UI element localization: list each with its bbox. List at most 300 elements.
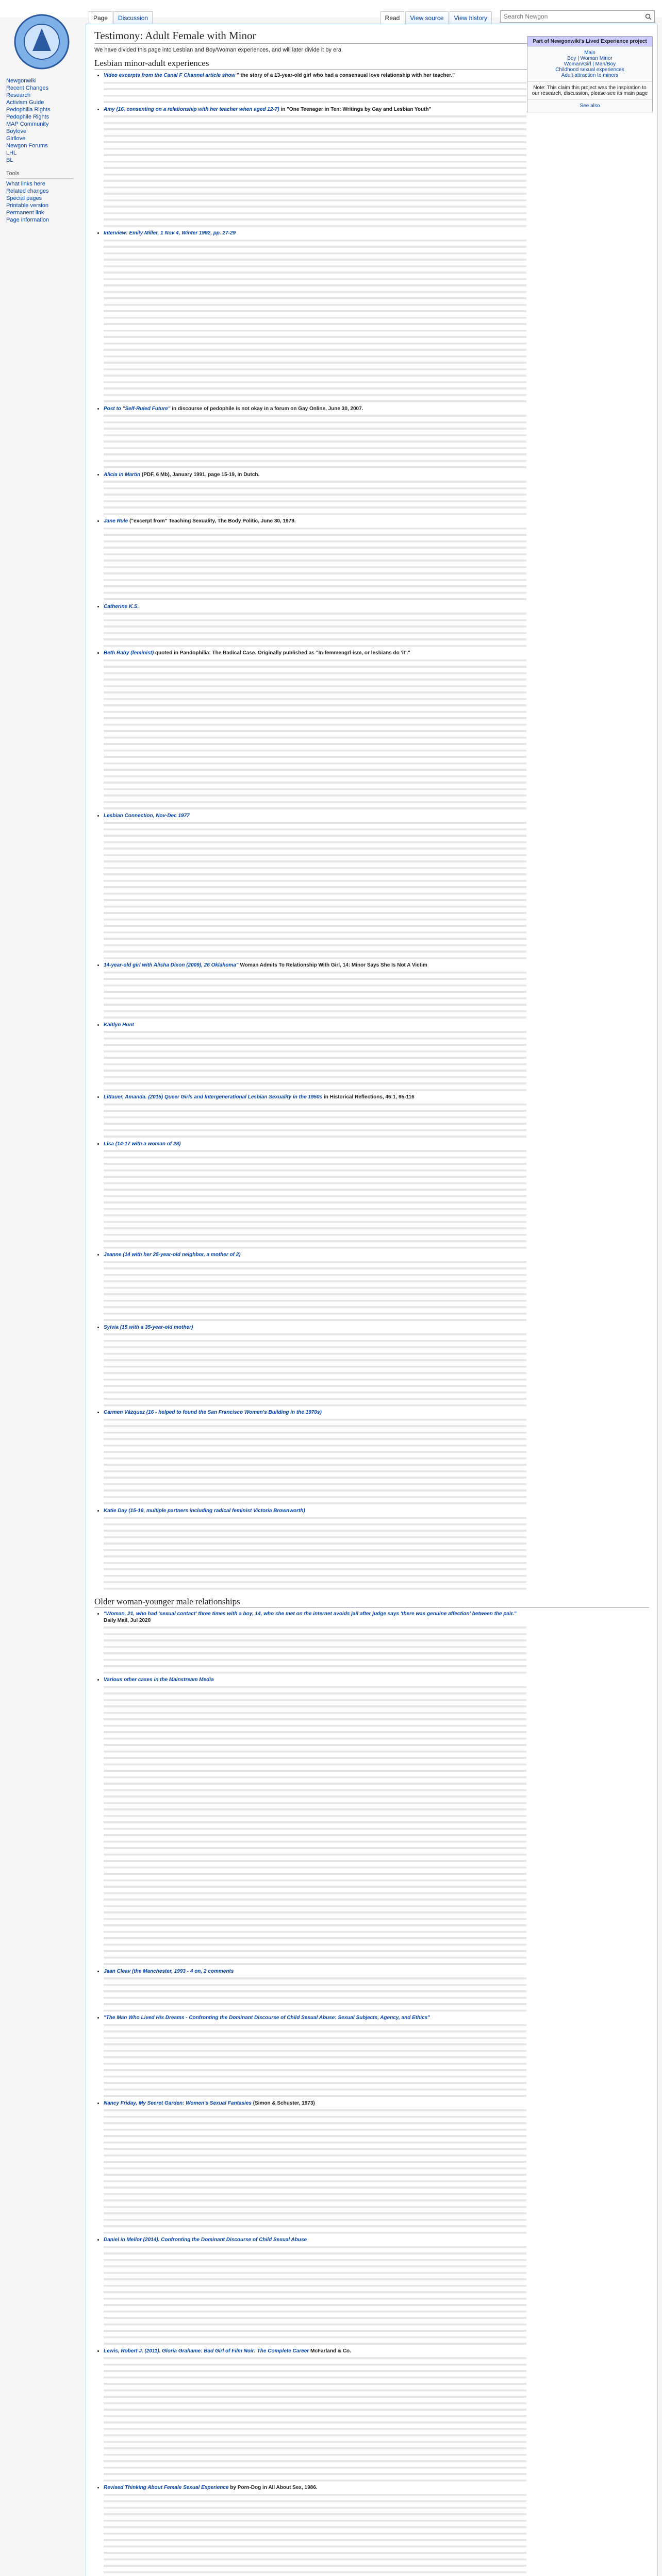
entry-body-text-line — [104, 1120, 526, 1127]
entry-title-link[interactable]: Interview: Emily Miller, 1 Nov 4, Winter 1992, pp. 27-29 — [104, 230, 236, 236]
tab-view-source[interactable]: View source — [405, 11, 448, 24]
entry-title-link[interactable]: "Woman, 21, who had 'sexual contact' three times with a boy, 14, who she met on the internet avoids jail after judge says 'there was genuine affection' between the pair." — [104, 1611, 517, 1617]
entry-body-text-line — [104, 845, 526, 852]
entry-body-text-line — [104, 544, 526, 551]
entry-body-text-line — [104, 1566, 526, 1572]
entry-title-link[interactable]: Lewis, Robert J. (2011). Gloria Grahame: Bad Girl of Film Noir: The Complete Career — [104, 2348, 309, 2354]
entry-body-text-line — [104, 740, 526, 747]
entry-body-text-line — [104, 929, 526, 936]
entry-body-text-line — [104, 250, 526, 257]
sidebar-tool-link[interactable]: Special pages — [6, 195, 42, 201]
entry-body-text-line — [104, 1487, 526, 1494]
entry-body-text-line — [104, 2413, 526, 2419]
main-content — [86, 24, 658, 2576]
entry-title-link[interactable]: Katie Day (15-16, multiple partners including radical feminist Victoria Brownworth) — [104, 1507, 305, 1514]
entry-body-text-line — [104, 2041, 526, 2047]
entry-body-text-line — [104, 98, 526, 105]
entry-body-text-line — [104, 425, 526, 432]
entry-title-link[interactable]: Beth Raby (feminist) — [104, 650, 154, 656]
entry-body-text-line — [104, 2250, 526, 2257]
entry-body-text-line — [104, 871, 526, 877]
entry-body-text-line — [104, 1960, 526, 1967]
entry-body-text-line — [104, 2210, 526, 2216]
entry-body-text-line — [104, 86, 526, 92]
entry-body-text-line — [104, 577, 526, 583]
entry-body-text-line — [104, 670, 526, 676]
entry-body-text-line — [104, 1832, 526, 1838]
search-input[interactable] — [501, 11, 642, 22]
entry-item — [104, 406, 526, 470]
entry-body-text-line — [104, 779, 526, 786]
entry-description: in discourse of pedophile is not okay in a forum on Gay Online, June 30, 2007. — [170, 405, 363, 412]
entry-body-text-line — [104, 663, 526, 670]
entry-body-text-line — [104, 2054, 526, 2060]
page-title: Testimony: Adult Female with Minor — [94, 29, 649, 44]
entry-body-text-line — [104, 657, 526, 664]
entry-body-text-line — [104, 1553, 526, 1560]
sidebar-tools-title: Tools — [6, 170, 73, 179]
entry-body-text-line — [104, 485, 526, 492]
entry-body-text-line — [104, 498, 526, 504]
entry-body-text-line — [104, 596, 526, 602]
entry-body-text-line — [104, 1435, 526, 1442]
entry-body-text-line — [104, 2517, 526, 2524]
entry-body-text-line — [104, 1369, 526, 1376]
entry-body-text-line — [104, 1416, 526, 1423]
entry-body-text-line — [104, 203, 526, 210]
site-logo[interactable] — [3, 3, 80, 80]
entry-body-text-line — [104, 1382, 526, 1389]
entry-title-link[interactable]: "The Man Who Lived His Dreams - Confronting the Dominant Discourse of Child Sexual Abuse: Sexual Subjects, Agency, and Ethics" — [104, 2015, 430, 2021]
entry-body-text-line — [104, 1494, 526, 1500]
search-icon[interactable] — [642, 11, 654, 22]
newgon-logo-icon — [6, 6, 78, 78]
entry-title-link[interactable]: Carmen Vázquez (16 - helped to found the San Francisco Women's Building in the 1970s) — [104, 1410, 322, 1415]
sidebar-link[interactable]: LHL — [6, 150, 17, 156]
entry-body-text-line — [104, 2001, 526, 2007]
entry-body-text-line — [104, 1547, 526, 1553]
entry-body-text-line — [104, 92, 526, 99]
entry-item — [104, 604, 526, 649]
entry-body-text-line — [104, 1767, 526, 1774]
entry-body-text-line — [104, 1244, 526, 1251]
infobox-note: Note: This claim this project was the inspiration to our research, discussion, please see its main page — [527, 81, 652, 99]
entry-item — [104, 518, 526, 602]
entry-body-text-line — [104, 1684, 526, 1690]
entry-body-text-line — [104, 1180, 526, 1187]
entry-body-text-line — [104, 276, 526, 282]
entry-body-text-line — [104, 2047, 526, 2054]
entry-item — [104, 1969, 526, 2014]
tab-view-history[interactable]: View history — [450, 11, 492, 24]
entry-body-text-line — [104, 1890, 526, 1896]
entry-body-text-line — [104, 145, 526, 152]
entry-body-text-line — [104, 1395, 526, 1402]
entry-body-text-line — [104, 1579, 526, 1585]
sidebar-tool-link[interactable]: Page information — [6, 217, 49, 223]
entry-body-text-line — [104, 2229, 526, 2236]
entry-body-text-line — [104, 2380, 526, 2387]
entry-body-text-line — [104, 2295, 526, 2302]
entry-body-text-line — [104, 2139, 526, 2146]
entry-body-text-line — [104, 392, 526, 398]
entry-body-text-line — [104, 2426, 526, 2432]
entry-body-text-line — [104, 2470, 526, 2477]
entry-body-text-line — [104, 445, 526, 451]
entry-body-text-line — [104, 295, 526, 301]
sidebar-link[interactable]: Research — [6, 92, 31, 98]
entry-body-text-line — [104, 1087, 526, 1093]
entry-body-text-line — [104, 2477, 526, 2484]
entry-body-text-line — [104, 438, 526, 445]
entry-body-text-line — [104, 359, 526, 366]
entry-body-text-line — [104, 2334, 526, 2341]
entry-body-text-line — [104, 478, 526, 485]
entry-title-link[interactable]: Alicia in Martin — [104, 471, 141, 478]
entry-body-text-line — [104, 1218, 526, 1225]
entry-body-text-line — [104, 610, 526, 617]
entry-title-link[interactable]: Lesbian Connection, Nov-Dec 1977 — [104, 812, 190, 819]
entry-title-link[interactable]: Jeanne (14 with her 25-year-old neighbor, a mother of 2) — [104, 1252, 241, 1258]
entry-body-text-line — [104, 2464, 526, 2471]
entry-description: by Porn-Dog in All About Sex, 1986. — [228, 2485, 318, 2490]
entry-body-text-line — [104, 551, 526, 557]
sidebar-tool-link[interactable]: Related changes — [6, 188, 49, 194]
entry-item — [104, 230, 526, 404]
entry-body-text-line — [104, 708, 526, 715]
sidebar-link[interactable]: Pedophilia Rights — [6, 107, 51, 113]
entry-body-text-line — [104, 1560, 526, 1566]
entry-body-text-line — [104, 132, 526, 139]
entry-body-text-line — [104, 689, 526, 696]
entry-body-text-line — [104, 1206, 526, 1212]
entry-body-text-line — [104, 2354, 526, 2361]
entry-title-link[interactable]: Lisa (14-17 with a woman of 28) — [104, 1141, 181, 1147]
entry-item — [104, 2348, 526, 2484]
entry-body-text-line — [104, 1199, 526, 1206]
entry-body-text-line — [104, 2035, 526, 2041]
entry-body-text-line — [104, 1851, 526, 1858]
entry-body-text-line — [104, 1193, 526, 1199]
entry-body-text-line — [104, 2504, 526, 2511]
section-heading-lesbian: Lesbian minor-adult experiences — [94, 58, 649, 70]
entry-description: McFarland & Co. — [309, 2348, 351, 2354]
entry-title-link[interactable]: Littauer, Amanda. (2015) Queer Girls and Intergenerational Lesbian Sexuality in the 1950s — [104, 1094, 323, 1100]
entry-body-text-line — [104, 2073, 526, 2080]
entry-description: quoted in Pandophilia: The Radical Case. Originally published as "In-femmengrl-ism, or lesbians do 'it'." — [154, 650, 410, 656]
entry-body-text-line — [104, 2007, 526, 2014]
entry-body-text-line — [104, 2028, 526, 2035]
entry-body-text-line — [104, 1877, 526, 1884]
entry-title-link[interactable]: Jaan Cleav (the Manchester, 1993 - 4 on, 2 comments — [104, 1968, 234, 1974]
entry-body-text-line — [104, 2204, 526, 2210]
entry-body-text-line — [104, 379, 526, 385]
infobox-link[interactable]: Main — [584, 50, 595, 56]
entry-body-text-line — [104, 511, 526, 517]
entry-body-text-line — [104, 1147, 526, 1154]
entry-body-text-line — [104, 1819, 526, 1825]
sidebar-tool-link[interactable]: Printable version — [6, 202, 48, 209]
entry-body-text-line — [104, 2340, 526, 2347]
entry-body-text-line — [104, 1690, 526, 1697]
entry-body-text-line — [104, 2419, 526, 2426]
entry-body-text-line — [104, 1500, 526, 1506]
entry-body-text-line — [104, 2314, 526, 2321]
entry-body-text-line — [104, 1442, 526, 1449]
entry-body-text-line — [104, 2197, 526, 2204]
entry-body-text-line — [104, 1514, 526, 1521]
entry-body-text-line — [104, 1080, 526, 1087]
entry-body-text-line — [104, 2263, 526, 2269]
entry-body-text-line — [104, 1422, 526, 1429]
entry-body-text-line — [104, 2451, 526, 2458]
entry-title-link[interactable]: Catherine K.S. — [104, 603, 139, 609]
entry-body-text-line — [104, 1857, 526, 1864]
infobox-see-also-link[interactable]: See also — [580, 103, 600, 109]
entry-body-text-line — [104, 372, 526, 379]
entry-body-text-line — [104, 1656, 526, 1663]
entry-body-text-line — [104, 884, 526, 890]
entry-body-text-line — [104, 151, 526, 158]
entry-body-text-line — [104, 1928, 526, 1935]
entry-body-text-line — [104, 2321, 526, 2328]
entry-description: " the story of a 13-year-old girl who had a consensual love relationship with her teacher." — [235, 73, 455, 78]
entry-body-text-line — [104, 340, 526, 347]
entry-body-text-line — [104, 1994, 526, 2001]
lesbian-entries-list — [104, 73, 526, 1591]
entry-body-text-line — [104, 2432, 526, 2438]
entry-body-text-line — [104, 1669, 526, 1676]
infobox-link[interactable]: Adult attraction to minors — [561, 73, 619, 78]
entry-body-text-line — [104, 1534, 526, 1540]
entry-body-text-line — [104, 190, 526, 197]
entry-body-text-line — [104, 113, 526, 120]
entry-body-text-line — [104, 642, 526, 649]
entry-body-text-line — [104, 2367, 526, 2374]
entry-title-link[interactable]: 14-year-old girl with Alisha Dixon (2009), 26 Oklahoma" — [104, 962, 239, 968]
sidebar-link[interactable]: BL — [6, 157, 13, 163]
entry-body-text-line — [104, 975, 526, 982]
entry-body-text-line — [104, 2498, 526, 2504]
entry-title-link[interactable]: Kaitlyn Hunt — [104, 1022, 134, 1028]
entry-body-text-line — [104, 1988, 526, 1994]
entry-body-text-line — [104, 1870, 526, 1877]
entry-body-text-line — [104, 858, 526, 865]
entry-body-text-line — [104, 734, 526, 741]
entry-description: Daily Mail, Jul 2020 — [104, 1617, 151, 1623]
entry-body-text-line — [104, 1975, 526, 1981]
entry-body-text-line — [104, 2536, 526, 2543]
entry-body-text-line — [104, 1001, 526, 1008]
entry-body-text-line — [104, 1643, 526, 1650]
entry-description: in "One Teenager in Ten: Writings by Gay and Lesbian Youth" — [279, 106, 432, 112]
entry-title-link[interactable]: Post to "Self-Ruled Future" — [104, 405, 171, 412]
entry-body-text-line — [104, 909, 526, 916]
entry-body-text-line — [104, 1133, 526, 1140]
entry-body-text-line — [104, 1173, 526, 1180]
entry-body-text-line — [104, 177, 526, 184]
entry-body-text-line — [104, 282, 526, 289]
entry-title-link[interactable]: Sylvia (15 with a 35-year-old mother) — [104, 1324, 193, 1330]
sidebar-link[interactable]: Recent Changes — [6, 85, 48, 91]
entry-body-text-line — [104, 2393, 526, 2400]
infobox-link[interactable]: Childhood sexual experiences — [555, 67, 624, 73]
entry-body-text-line — [104, 1074, 526, 1080]
entry-body-text-line — [104, 727, 526, 734]
entry-body-text-line — [104, 1774, 526, 1781]
entry-body-text-line — [104, 1455, 526, 1462]
entry-body-text-line — [104, 2165, 526, 2172]
entry-body-text-line — [104, 2556, 526, 2563]
sidebar-link[interactable]: Boylove — [6, 128, 27, 134]
entry-item — [104, 813, 526, 961]
infobox-link[interactable]: Woman/Girl | Man/Boy — [564, 61, 616, 67]
entry-item — [104, 1141, 526, 1251]
entry-body-text-line — [104, 2276, 526, 2282]
entry-body-text-line — [104, 2282, 526, 2289]
entry-body-text-line — [104, 1572, 526, 1579]
entry-body-text-line — [104, 1344, 526, 1350]
entry-body-text-line — [104, 826, 526, 833]
entry-body-text-line — [104, 1844, 526, 1851]
entry-body-text-line — [104, 2086, 526, 2093]
entry-body-text-line — [104, 877, 526, 884]
entry-body-text-line — [104, 865, 526, 871]
entry-body-text-line — [104, 2107, 526, 2113]
entry-body-text-line — [104, 353, 526, 360]
entry-body-text-line — [104, 2092, 526, 2099]
entry-body-text-line — [104, 852, 526, 858]
entry-body-text-line — [104, 139, 526, 145]
entry-title-link[interactable]: Jane Rule — [104, 518, 128, 524]
sidebar-link[interactable]: Newgon Forums — [6, 143, 48, 149]
entry-item — [104, 2237, 526, 2347]
entry-body-text-line — [104, 327, 526, 334]
entry-body-text-line — [104, 2184, 526, 2191]
entry-body-text-line — [104, 1741, 526, 1748]
entry-body-text-line — [104, 2113, 526, 2120]
entry-body-text-line — [104, 922, 526, 929]
entry-body-text-line — [104, 2216, 526, 2223]
entry-body-text-line — [104, 256, 526, 263]
entry-title-link[interactable]: Daniel in Mellor (2014). Confronting the Dominant Discourse of Child Sexual Abuse — [104, 2237, 307, 2243]
entry-body-text-line — [104, 1028, 526, 1035]
entry-body-text-line — [104, 1167, 526, 1174]
entry-body-text-line — [104, 2022, 526, 2028]
entry-body-text-line — [104, 366, 526, 372]
entry-item — [104, 1611, 526, 1675]
entry-body-text-line — [104, 1481, 526, 1487]
entry-body-text-line — [104, 1331, 526, 1337]
entry-body-text-line — [104, 2223, 526, 2229]
entry-body-text-line — [104, 1061, 526, 1067]
entry-body-text-line — [104, 2543, 526, 2550]
entry-body-text-line — [104, 1389, 526, 1396]
entry-body-text-line — [104, 1787, 526, 1793]
entry-body-text-line — [104, 398, 526, 404]
entry-body-text-line — [104, 1231, 526, 1238]
tab-page[interactable]: Page — [89, 11, 112, 24]
entry-title-link[interactable]: Amy (16, consenting on a relationship with her teacher when aged 12-7) — [104, 106, 279, 112]
entry-body-text-line — [104, 2178, 526, 2184]
sidebar-link[interactable]: Girllove — [6, 135, 26, 142]
entry-body-text-line — [104, 1212, 526, 1218]
search-box — [500, 10, 655, 23]
entry-body-text-line — [104, 1735, 526, 1742]
entry-title-link[interactable]: Various other cases in the Mainstream Media — [104, 1677, 214, 1683]
entry-body-text-line — [104, 1935, 526, 1941]
entry-body-text-line — [104, 1812, 526, 1819]
sidebar-link[interactable]: Pedophile Rights — [6, 114, 49, 120]
entry-body-text-line — [104, 1101, 526, 1108]
entry-body-text-line — [104, 955, 526, 961]
sidebar-link[interactable]: Activism Guide — [6, 99, 44, 106]
entry-description: (Simon & Schuster, 1973) — [251, 2100, 315, 2106]
sidebar — [0, 77, 86, 224]
entry-title-link[interactable]: Nancy Friday, My Secret Garden: Women's Sexual Fantasies — [104, 2100, 252, 2106]
entry-body-text-line — [104, 995, 526, 1002]
entry-title-link[interactable]: Video excerpts from the Canal F Channel article show — [104, 73, 236, 78]
entry-body-text-line — [104, 2361, 526, 2368]
entry-body-text-line — [104, 630, 526, 636]
sidebar-link[interactable]: MAP Community — [6, 121, 49, 127]
entry-body-text-line — [104, 1008, 526, 1014]
sidebar-tool-link[interactable]: Permanent link — [6, 210, 44, 216]
tab-read[interactable]: Read — [380, 11, 405, 24]
entry-item — [104, 2100, 526, 2236]
entry-body-text-line — [104, 760, 526, 767]
entry-body-text-line — [104, 2257, 526, 2263]
sidebar-link[interactable]: Newgonwiki — [6, 78, 37, 84]
entry-body-text-line — [104, 1035, 526, 1042]
entry-body-text-line — [104, 2191, 526, 2197]
entry-body-text-line — [104, 1278, 526, 1284]
entry-body-text-line — [104, 451, 526, 457]
entry-body-text-line — [104, 531, 526, 538]
entry-body-text-line — [104, 525, 526, 532]
entry-body-text-line — [104, 557, 526, 564]
entry-body-text-line — [104, 1316, 526, 1323]
entry-body-text-line — [104, 1350, 526, 1357]
entry-body-text-line — [104, 1883, 526, 1890]
entry-body-text-line — [104, 1238, 526, 1244]
entry-body-text-line — [104, 896, 526, 903]
entry-body-text-line — [104, 2523, 526, 2530]
entry-body-text-line — [104, 1947, 526, 1954]
entry-body-text-line — [104, 1041, 526, 1048]
entry-item — [104, 1252, 526, 1323]
entry-body-text-line — [104, 1402, 526, 1409]
entry-item — [104, 107, 526, 229]
entry-body-text-line — [104, 799, 526, 805]
entry-body-text-line — [104, 237, 526, 244]
entry-body-text-line — [104, 753, 526, 760]
entry-body-text-line — [104, 583, 526, 589]
tab-discussion[interactable]: Discussion — [113, 11, 153, 24]
sidebar-tool-link[interactable]: What links here — [6, 181, 45, 187]
entry-body-text-line — [104, 2374, 526, 2381]
entry-description: ("excerpt from" Teaching Sexuality, The Body Politic, June 30, 1979. — [128, 518, 296, 524]
entry-title-link[interactable]: Revised Thinking About Female Sexual Experience — [104, 2485, 229, 2490]
infobox-link[interactable]: Boy | Woman Minor — [567, 56, 613, 61]
entry-body-text-line — [104, 942, 526, 948]
entry-body-text-line — [104, 158, 526, 165]
entry-body-text-line — [104, 1225, 526, 1231]
entry-item — [104, 2485, 526, 2576]
entry-body-text-line — [104, 1663, 526, 1669]
entry-body-text-line — [104, 2562, 526, 2569]
entry-body-text-line — [104, 457, 526, 464]
